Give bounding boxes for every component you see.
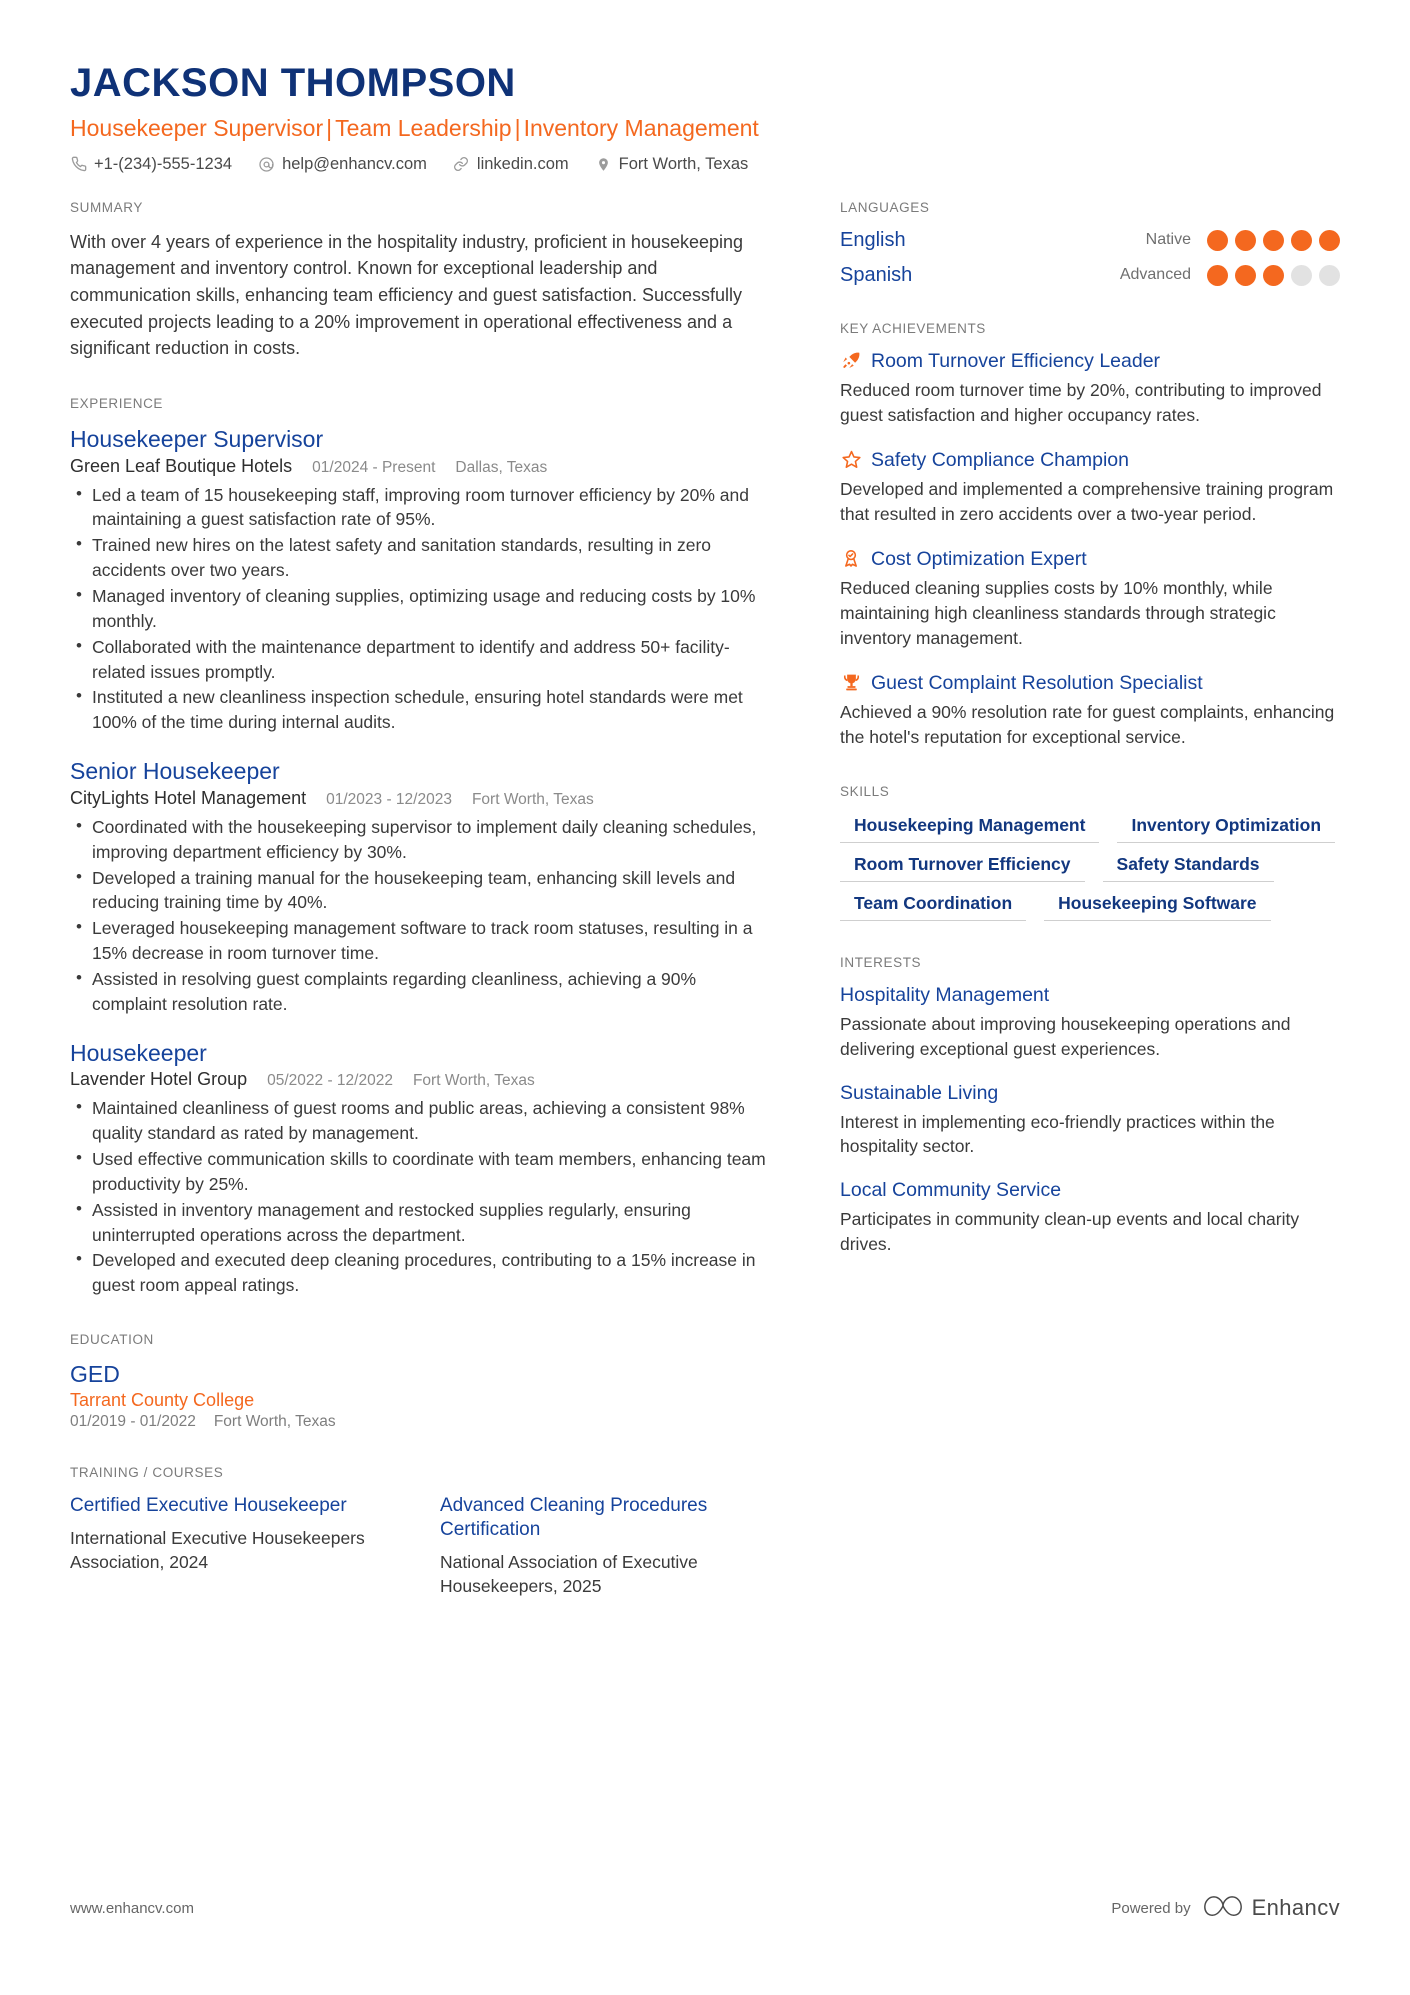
footer-powered-by: Powered by <box>1111 1899 1191 1917</box>
job-bullet: • Leveraged housekeeping management software to track room statuses, resulting in a 15% decrease in room turnover time. <box>70 916 770 966</box>
job-dates: 01/2024 - Present <box>312 458 436 476</box>
resume-body <box>70 200 1340 1633</box>
education-location: Fort Worth, Texas <box>213 1413 336 1431</box>
headline-part-1: Housekeeper Supervisor <box>70 115 324 141</box>
language-level-dot <box>1207 265 1228 286</box>
job-bullet: • Developed a training manual for the housekeeping team, enhancing skill levels and reducing training time by 40%. <box>70 866 770 916</box>
training-title: Certified Executive Housekeeper <box>70 1495 347 1517</box>
headline <box>70 114 1340 143</box>
skill-tag: Safety Standards <box>1103 852 1274 882</box>
interests-section-label: INTERESTS <box>840 954 922 970</box>
job-title: Housekeeper Supervisor <box>70 425 324 452</box>
achievements-list <box>840 350 1340 750</box>
resume-header <box>70 60 1340 174</box>
achievement-title: Guest Complaint Resolution Specialist <box>871 671 1203 694</box>
section-training <box>70 1465 770 1599</box>
skills-section-label: SKILLS <box>840 783 890 799</box>
section-languages <box>840 200 1340 287</box>
section-experience <box>70 396 770 1298</box>
contact-email-text: help@enhancv.com <box>282 154 427 173</box>
section-skills <box>840 784 1340 921</box>
education-dates: 01/2019 - 01/2022 <box>70 1413 196 1431</box>
achievement-item <box>840 449 1340 527</box>
job-bullet: • Trained new hires on the latest safety and sanitation standards, resulting in zero accidents over two years. <box>70 533 770 583</box>
achievement-title: Safety Compliance Champion <box>871 448 1129 471</box>
achievement-header <box>840 449 1340 472</box>
language-level-label: Native <box>1145 231 1191 249</box>
enhancv-mark-icon <box>1203 1893 1243 1923</box>
email-icon <box>258 156 275 173</box>
language-level-label: Advanced <box>1119 266 1191 284</box>
language-item <box>840 229 1340 252</box>
interest-title: Hospitality Management <box>840 983 1050 1006</box>
experience-item <box>70 1039 770 1299</box>
link-icon <box>453 156 470 173</box>
achievement-description: Developed and implemented a comprehensive training program that resulted in zero accidents over a two-year period. <box>840 479 1334 525</box>
contact-row <box>70 155 1340 174</box>
training-org: National Association of Executive Housekeepers, 2025 <box>440 1551 698 1597</box>
interest-item <box>840 1082 1340 1160</box>
achievement-header <box>840 548 1340 571</box>
achievement-description: Achieved a 90% resolution rate for guest complaints, enhancing the hotel's reputation for exceptional service. <box>840 702 1335 748</box>
award-medal-icon <box>840 548 862 570</box>
job-company: Lavender Hotel Group <box>70 1069 248 1090</box>
left-column <box>70 200 810 1633</box>
interest-description: Participates in community clean-up events and local charity drives. <box>840 1209 1300 1255</box>
language-level-dot <box>1263 230 1284 251</box>
headline-separator-1: | <box>326 115 333 141</box>
contact-link[interactable] <box>453 155 569 174</box>
contact-phone[interactable] <box>70 155 232 174</box>
language-item <box>840 264 1340 287</box>
headline-separator-2: | <box>514 115 521 141</box>
enhancv-wordmark: Enhancv <box>1251 1895 1340 1920</box>
enhancv-logo <box>1203 1893 1340 1923</box>
job-bullet: • Instituted a new cleanliness inspection schedule, ensuring hotel standards were met 100% of the time during internal audits. <box>70 685 770 735</box>
footer-website[interactable]: www.enhancv.com <box>70 1899 194 1917</box>
achievement-title: Room Turnover Efficiency Leader <box>871 349 1161 372</box>
job-bullet: • Assisted in inventory management and restocked supplies regularly, ensuring uninterrupted operations across the department. <box>70 1198 770 1248</box>
summary-section-label: SUMMARY <box>70 199 143 215</box>
section-education <box>70 1332 770 1431</box>
rocket-trajectory-icon <box>840 350 862 372</box>
training-item <box>440 1494 810 1599</box>
language-name: English <box>840 228 906 251</box>
education-item <box>70 1361 770 1431</box>
achievement-title: Cost Optimization Expert <box>871 547 1087 570</box>
headline-part-3: Inventory Management <box>523 115 759 141</box>
job-meta <box>70 788 770 809</box>
skill-tag: Team Coordination <box>840 891 1026 921</box>
achievement-description: Reduced room turnover time by 20%, contributing to improved guest satisfaction and higher occupancy rates. <box>840 380 1322 425</box>
experience-item <box>70 757 770 1017</box>
language-level-dot <box>1291 265 1312 286</box>
job-bullet: • Maintained cleanliness of guest rooms and public areas, achieving a consistent 98% quality standard as rated by management. <box>70 1096 770 1146</box>
achievement-item <box>840 350 1340 428</box>
education-section-label: EDUCATION <box>70 1332 154 1348</box>
job-bullets <box>70 1096 770 1298</box>
training-section-label: TRAINING / COURSES <box>70 1465 224 1481</box>
language-level-dot <box>1207 230 1228 251</box>
section-summary <box>70 200 770 362</box>
education-meta <box>70 1413 770 1431</box>
contact-link-text: linkedin.com <box>476 154 569 173</box>
job-bullet: • Used effective communication skills to coordinate with team members, enhancing team productivity by 25%. <box>70 1147 770 1197</box>
skill-tag: Housekeeping Software <box>1044 891 1270 921</box>
headline-part-2: Team Leadership <box>335 115 512 141</box>
experience-item <box>70 425 770 735</box>
star-icon <box>840 449 862 471</box>
language-level-dot <box>1291 230 1312 251</box>
phone-icon <box>70 156 87 173</box>
job-title: Senior Housekeeper <box>70 758 280 785</box>
languages-list <box>840 229 1340 287</box>
job-meta <box>70 456 770 477</box>
interest-description: Interest in implementing eco-friendly practices within the hospitality sector. <box>840 1111 1275 1157</box>
job-bullet: • Assisted in resolving guest complaints regarding cleanliness, achieving a 90% complaint resolution rate. <box>70 967 770 1017</box>
job-meta <box>70 1069 770 1090</box>
interest-title: Local Community Service <box>840 1179 1062 1202</box>
location-pin-icon <box>595 156 612 173</box>
job-bullet: • Developed and executed deep cleaning procedures, contributing to a 15% increase in guest room appeal ratings. <box>70 1248 770 1298</box>
job-bullet: • Collaborated with the maintenance department to identify and address 50+ facility-related issues promptly. <box>70 635 770 685</box>
achievement-header <box>840 350 1340 373</box>
training-org: International Executive Housekeepers Association, 2024 <box>70 1527 365 1573</box>
language-level-dots <box>1207 265 1340 286</box>
language-level-dots <box>1207 230 1340 251</box>
education-school: Tarrant County College <box>70 1390 255 1411</box>
interest-title: Sustainable Living <box>840 1081 999 1104</box>
language-level-dot <box>1235 265 1256 286</box>
interest-description: Passionate about improving housekeeping operations and delivering exceptional guest experiences. <box>840 1013 1291 1059</box>
job-bullet: • Coordinated with the housekeeping supervisor to implement daily cleaning schedules, improving department efficiency by 30%. <box>70 815 770 865</box>
job-company: Green Leaf Boutique Hotels <box>70 455 293 476</box>
language-level-dot <box>1235 230 1256 251</box>
job-bullets <box>70 483 770 735</box>
job-dates: 05/2022 - 12/2022 <box>267 1072 393 1090</box>
job-bullet: • Managed inventory of cleaning supplies, optimizing usage and reducing costs by 10% monthly. <box>70 584 770 634</box>
skills-list <box>840 813 1340 921</box>
training-list <box>70 1494 770 1599</box>
experience-list <box>70 425 770 1298</box>
trophy-icon <box>840 672 862 694</box>
footer-brand-area <box>1111 1893 1340 1923</box>
language-level-dot <box>1319 230 1340 251</box>
interests-list <box>840 984 1340 1257</box>
right-column <box>810 200 1340 1291</box>
job-bullets <box>70 815 770 1017</box>
language-name: Spanish <box>840 263 913 286</box>
education-list <box>70 1361 770 1431</box>
job-location: Dallas, Texas <box>455 458 548 476</box>
job-dates: 01/2023 - 12/2023 <box>326 790 452 808</box>
achievement-description: Reduced cleaning supplies costs by 10% monthly, while maintaining high cleanliness standards through strategic inventory management. <box>840 578 1276 648</box>
contact-location-text: Fort Worth, Texas <box>618 154 749 173</box>
job-bullet: • Led a team of 15 housekeeping staff, improving room turnover efficiency by 20% and maintaining a guest satisfaction rate of 95%. <box>70 483 770 533</box>
job-location: Fort Worth, Texas <box>412 1072 535 1090</box>
language-level-dot <box>1263 265 1284 286</box>
languages-section-label: LANGUAGES <box>840 199 930 215</box>
skill-tag: Inventory Optimization <box>1117 813 1335 843</box>
contact-email[interactable] <box>258 155 427 174</box>
contact-location <box>595 155 749 174</box>
achievement-item <box>840 548 1340 651</box>
job-location: Fort Worth, Texas <box>471 790 594 808</box>
skill-tag: Room Turnover Efficiency <box>840 852 1085 882</box>
section-achievements <box>840 321 1340 750</box>
section-interests <box>840 955 1340 1257</box>
achievement-header <box>840 672 1340 695</box>
summary-text: With over 4 years of experience in the hospitality industry, proficient in housekeeping management and inventory control. Known for exceptional leadership and communication skills, enhancing team efficiency and guest satisfaction. Successfully executed projects leading to a 20% improvement in operational effectiveness and a significant reduction in costs. <box>70 231 744 359</box>
contact-phone-text: +1-(234)-555-1234 <box>94 154 233 173</box>
training-title: Advanced Cleaning Procedures Certification <box>440 1495 708 1540</box>
achievements-section-label: KEY ACHIEVEMENTS <box>840 320 986 336</box>
page-title: JACKSON THOMPSON <box>70 61 516 105</box>
language-level-dot <box>1319 265 1340 286</box>
education-degree: GED <box>70 1361 120 1388</box>
job-title: Housekeeper <box>70 1039 207 1066</box>
job-company: CityLights Hotel Management <box>70 787 307 808</box>
skill-tag: Housekeeping Management <box>840 813 1099 843</box>
achievement-item <box>840 672 1340 750</box>
training-item <box>70 1494 440 1599</box>
experience-section-label: EXPERIENCE <box>70 395 164 411</box>
interest-item <box>840 1179 1340 1257</box>
footer <box>70 1893 1340 1923</box>
interest-item <box>840 984 1340 1062</box>
